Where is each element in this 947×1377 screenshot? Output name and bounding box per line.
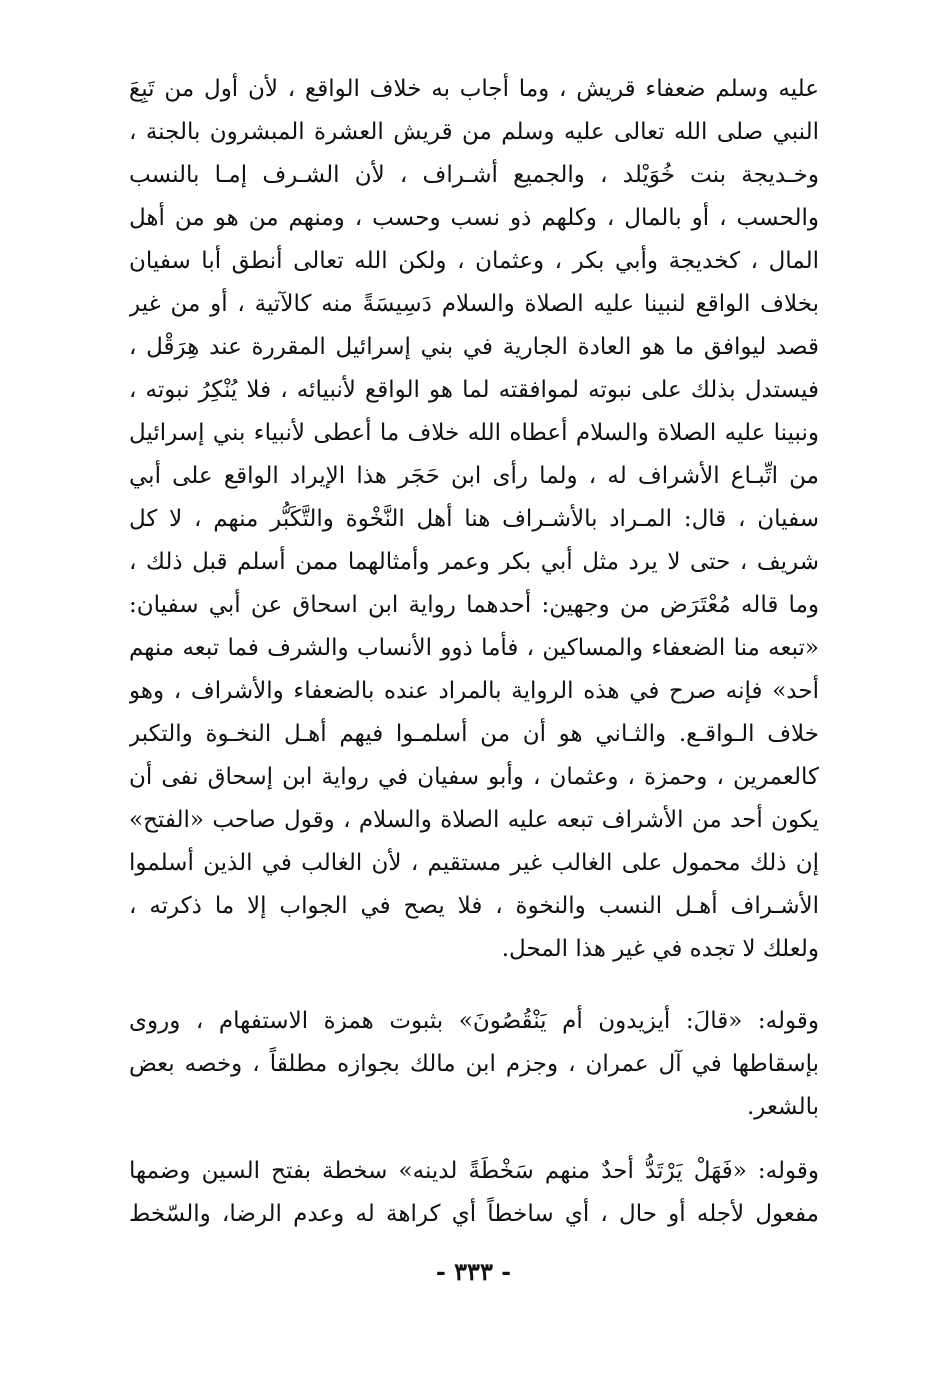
text-line: سفيان ، قال: المـراد بالأشـراف هنا أهل النَّخْوة والتَّكَبُّر منهم ، لا كل bbox=[129, 506, 819, 532]
text-line: يكون أحد من الأشراف تبعه عليه الصلاة والسلام ، وقول صاحب «الفتح» bbox=[129, 807, 819, 833]
text-line: فيستدل بذلك على نبوته لموافقته لما هو الواقع لأنبيائه ، فلا يُنْكِرُ نبوته ، bbox=[129, 377, 819, 403]
text-line: وقوله: «قالَ: أيزيدون أم يَنْقُصُونَ» بثبوت همزة الاستفهام ، وروى bbox=[129, 1008, 819, 1034]
text-line: بالشعر. bbox=[746, 1094, 819, 1120]
text-line: بخلاف الواقع لنبينا عليه الصلاة والسلام دَسِيسَةً منه كالآتية ، أو من غير bbox=[129, 291, 819, 317]
text-line: «تبعه منا الضعفاء والمساكين ، فأما ذوو الأنساب والشرف فما تبعه منهم bbox=[129, 635, 819, 661]
text-line: شريف ، حتى لا يرد مثل أبي بكر وعمر وأمثالهما ممن أسلم قبل ذلك ، bbox=[129, 549, 819, 575]
text-line: وخـديجة بنت خُوَيْلد ، والجميع أشـراف ، لأن الشـرف إمـا بالنسب bbox=[129, 162, 819, 188]
text-line: والحسب ، أو بالمال ، وكلهم ذو نسب وحسب ، ومنهم من هو من أهل bbox=[129, 205, 819, 231]
text-line: بإسقاطها في آل عمران ، وجزم ابن مالك بجوازه مطلقاً ، وخصه بعض bbox=[129, 1051, 819, 1077]
text-line: وما قاله مُعْتَرَض من وجهين: أحدهما رواية ابن اسحاق عن أبي سفيان: bbox=[129, 592, 819, 618]
text-line: ونبينا عليه الصلاة والسلام أعطاه الله خلاف ما أعطى لأنبياء بني إسرائيل bbox=[129, 420, 819, 446]
text-line: قصد ليوافق ما هو العادة الجارية في بني إسرائيل المقررة عند هِرَقْل ، bbox=[129, 334, 819, 360]
text-line: أحد» فإنه صرح في هذه الرواية بالمراد عنده بالضعفاء والأشراف ، وهو bbox=[129, 678, 819, 704]
text-line: إن ذلك محمول على الغالب غير مستقيم ، لأن الغالب في الذين أسلموا bbox=[129, 850, 819, 876]
paragraph-1 bbox=[129, 68, 819, 971]
paragraph-3 bbox=[129, 1150, 819, 1236]
text-line: كالعمرين ، وحمزة ، وعثمان ، وأبو سفيان في رواية ابن إسحاق نفى أن bbox=[129, 764, 819, 790]
page-number: - ٣٣٣ - bbox=[435, 1257, 512, 1286]
paragraph-2 bbox=[129, 1000, 819, 1129]
text-line: الأشـراف أهـل النسب والنخوة ، فلا يصح في الجواب إلا ما ذكرته ، bbox=[129, 893, 819, 919]
text-line: ولعلك لا تجده في غير هذا المحل. bbox=[501, 936, 819, 962]
text-line: المال ، كخديجة وأبي بكر ، وعثمان ، ولكن الله تعالى أنطق أبا سفيان bbox=[129, 248, 819, 274]
text-line: خلاف الـواقـع. والثـاني هو أن من أسلمـوا فيهم أهـل النخـوة والتكبر bbox=[129, 721, 819, 747]
text-line: عليه وسلم ضعفاء قريش ، وما أجاب به خلاف الواقع ، لأن أول من تَبِعَ bbox=[129, 76, 819, 102]
text-line: النبي صلى الله تعالى عليه وسلم من قريش العشرة المبشرون بالجنة ، bbox=[129, 119, 819, 145]
text-line: مفعول لأجله أو حال ، أي ساخطاً أي كراهة له وعدم الرضا، والسّخط bbox=[129, 1201, 819, 1227]
text-line: وقوله: «فَهَلْ يَرْتَدُّ أحدٌ منهم سَخْطَةً لدينه» سخطة بفتح السين وضمها bbox=[129, 1158, 819, 1184]
text-line: من اتِّبـاع الأشراف له ، ولما رأى ابن حَجَر هذا الإيراد الواقع على أبي bbox=[129, 463, 819, 489]
